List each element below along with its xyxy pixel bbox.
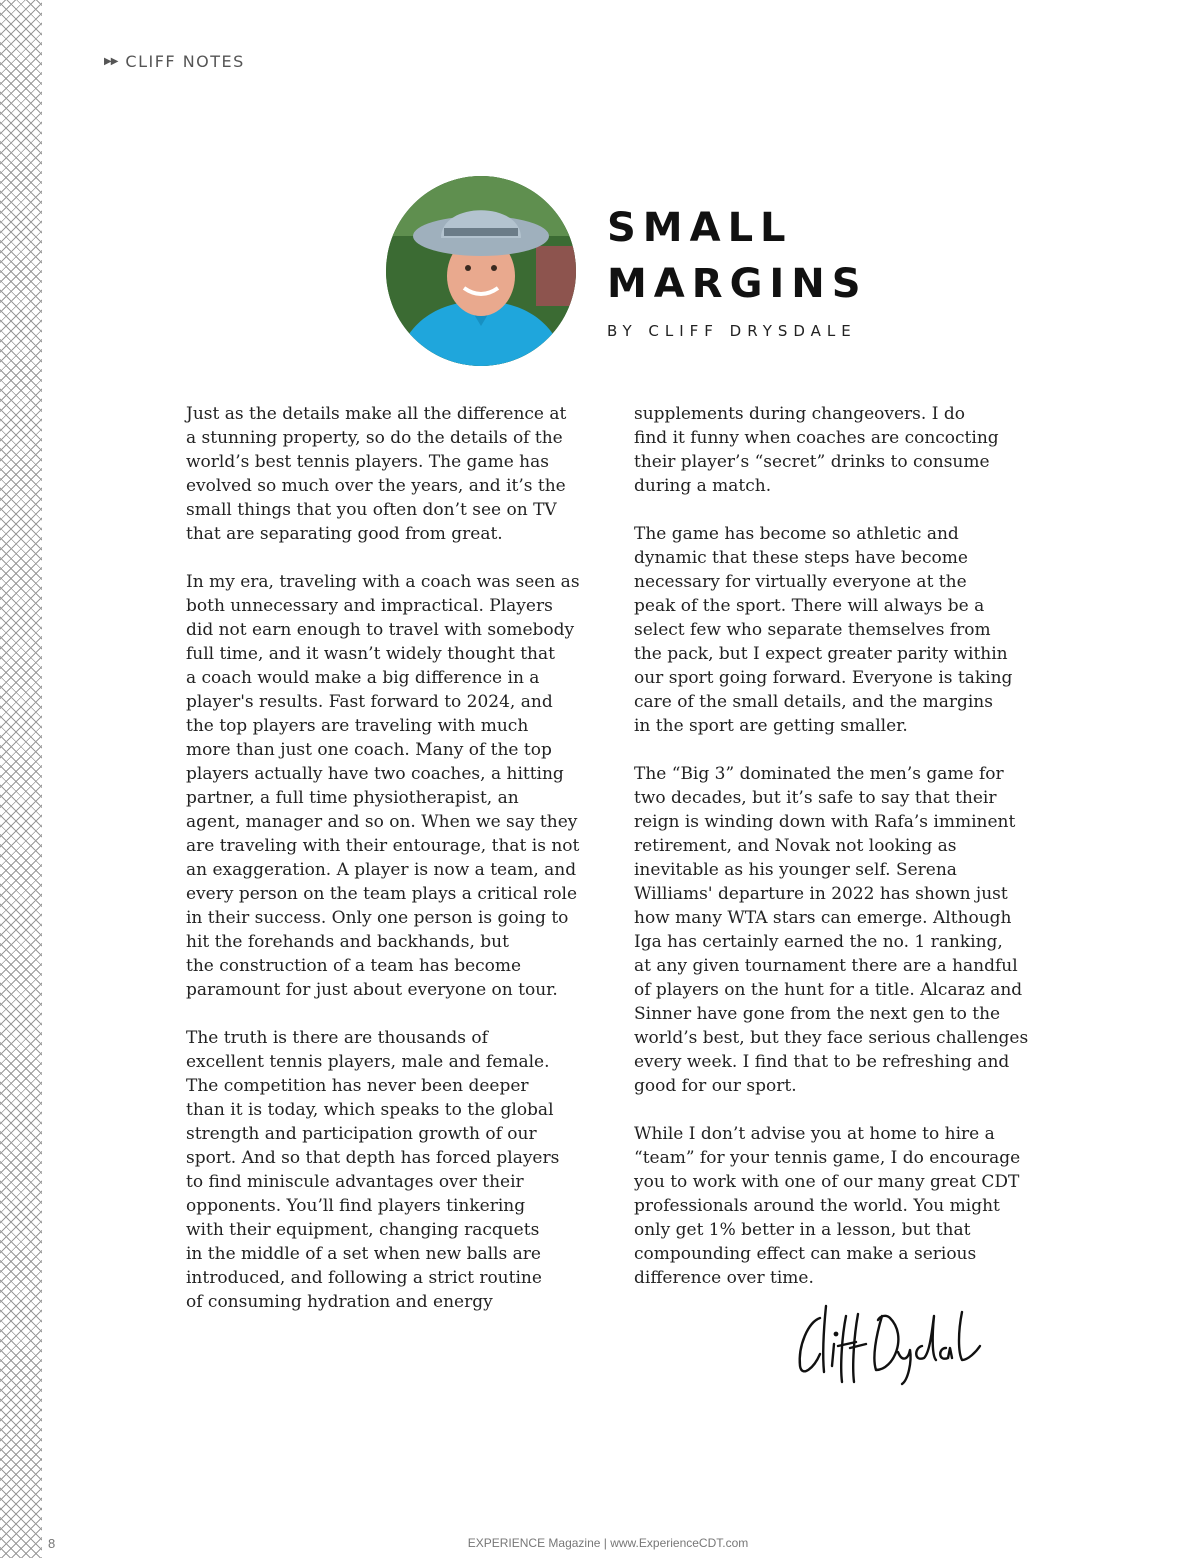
paragraph: While I don’t advise you at home to hire a “team” for your tennis game, I do encourage you to work with one of our many great CDT professionals around the world. You might only get 1% better in a lesson, but that compounding effect can make a serious difference over time. <box>634 1124 1021 1288</box>
author-portrait-illustration <box>386 176 576 366</box>
section-label <box>104 52 245 71</box>
column-left <box>186 402 596 1338</box>
section-label-text: CLIFF NOTES <box>125 52 245 71</box>
footer-text: EXPERIENCE Magazine | www.ExperienceCDT.com <box>467 1536 749 1550</box>
paragraph: The truth is there are thousands of excellent tennis players, male and female. The competition has never been deeper than it is today, which speaks to the global strength and participation growth of our sport. And so that depth has forced players to find miniscule advantages over their opponents. You’ll find players tinkering with their equipment, changing racquets in the middle of a set when new balls are introduced, and following a strict routine of consuming hydration and energy <box>186 1028 560 1312</box>
author-signature <box>790 1296 990 1386</box>
double-arrow-icon: ▶▶ <box>104 56 118 67</box>
page-number: 8 <box>48 1536 56 1551</box>
paragraph: The “Big 3” dominated the men’s game for two decades, but it’s safe to say that their reign is winding down with Rafa’s imminent retirement, and Novak not looking as inevitable as his younger self. Serena Williams' departure in 2022 has shown just how many WTA stars can emerge. Although Iga has certainly earned the no. 1 ranking, at any given tournament there are a handful of players on the hunt for a title. Alcaraz and Sinner have gone from the next gen to the world’s best, but they face serious challenges every week. I find that to be refreshing and good for our sport. <box>634 764 1029 1096</box>
title-line-1: SMALL <box>607 205 793 251</box>
signature-illustration <box>790 1296 990 1386</box>
paragraph: In my era, traveling with a coach was seen as both unnecessary and impractical. Players did not earn enough to travel with somebody full time, and it wasn’t widely thought that a coach would make a big difference in a player's results. Fast forward to 2024, and the top players are traveling with much more than just one coach. Many of the top players actually have two coaches, a hitting partner, a full time physiotherapist, an agent, manager and so on. When we say they are traveling with their entourage, that is not an exaggeration. A player is now a team, and every person on the team plays a critical role in their success. Only one person is going to hit the forehands and backhands, but the construction of a team has become paramount for just about everyone on tour. <box>186 572 580 1000</box>
title-line-2: MARGINS <box>607 261 868 307</box>
column-right <box>634 402 1044 1314</box>
paragraph: supplements during changeovers. I do find it funny when coaches are concocting their player’s “secret” drinks to consume during a match. <box>634 404 999 496</box>
article-byline: BY CLIFF DRYSDALE <box>607 322 857 340</box>
side-pattern-strip <box>0 0 42 1558</box>
paragraph: Just as the details make all the difference at a stunning property, so do the details of the world’s best tennis players. The game has evolved so much over the years, and it’s the small things that you often don’t see on TV that are separating good from great. <box>186 404 567 544</box>
paragraph: The game has become so athletic and dynamic that these steps have become necessary for virtually everyone at the peak of the sport. There will always be a select few who separate themselves from the pack, but I expect greater parity within our sport going forward. Everyone is taking care of the small details, and the margins in the sport are getting smaller. <box>634 524 1013 736</box>
author-photo <box>386 176 576 366</box>
article-title <box>607 200 868 312</box>
